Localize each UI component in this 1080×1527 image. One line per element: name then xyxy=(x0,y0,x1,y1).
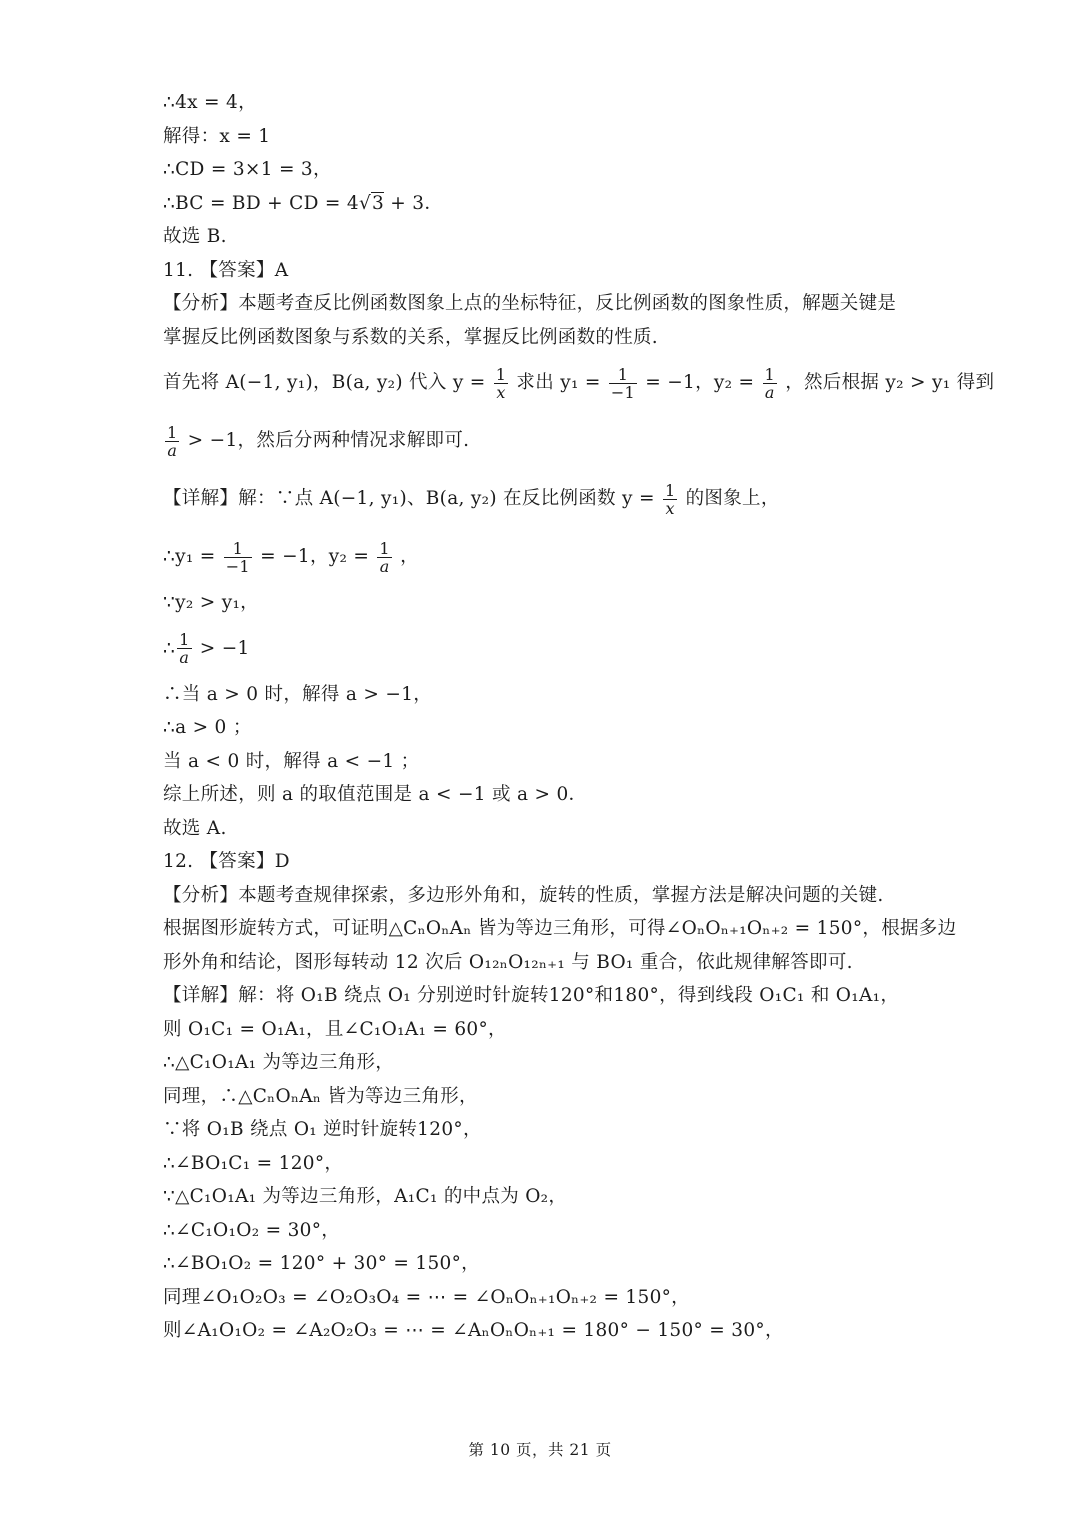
fraction-numerator: 1 xyxy=(764,364,775,384)
text-span: ，然后根据 y₂ > y₁ 得到 xyxy=(785,372,995,393)
fraction-numerator: 1 xyxy=(179,630,190,649)
question-11-answer: 11. 【答案】A xyxy=(163,259,289,281)
analysis-line: 根据图形旋转方式，可证明△CₙOₙAₙ 皆为等边三角形，可得∠OₙOₙ₊₁Oₙ₊₂ = 150°，根据多边 xyxy=(163,918,957,939)
text-line: ∴CD = 3×1 = 3， xyxy=(163,159,332,180)
text-span: > −1 xyxy=(199,637,250,659)
detail-line: ∴∠BO₁C₁ = 120°， xyxy=(163,1152,344,1174)
detail-line: 同理，∴△CₙOₙAₙ 皆为等边三角形， xyxy=(163,1085,478,1107)
detail-line: ∵y₂ > y₁， xyxy=(163,592,259,613)
fraction-numerator: 1 xyxy=(224,540,252,558)
fraction xyxy=(609,366,637,401)
text-span: ∴ xyxy=(163,637,176,659)
fraction-denominator: −1 xyxy=(225,556,250,576)
text-span: + 3． xyxy=(384,192,444,214)
fraction xyxy=(377,540,391,575)
text-span: = −1，y₂ = xyxy=(645,372,755,393)
detail-line: ∵△C₁O₁A₁ 为等边三角形，A₁C₁ 的中点为 O₂， xyxy=(163,1186,568,1207)
fraction-denominator: −1 xyxy=(610,382,636,402)
text-span: 【详解】解：∵点 A(−1, y₁)、B(a, y₂) 在反比例函数 y = xyxy=(163,488,655,509)
fraction-denominator: x xyxy=(665,498,675,518)
sqrt-symbol: √ xyxy=(358,192,372,214)
fraction xyxy=(763,366,777,401)
text-span: > −1，然后分两种情况求解即可. xyxy=(187,430,470,451)
fraction-numerator: 1 xyxy=(379,538,390,558)
analysis-line: 【分析】本题考查反比例函数图象上点的坐标特征，反比例函数的图象性质，解题关键是 xyxy=(163,293,897,314)
fraction-numerator: 1 xyxy=(664,480,676,500)
fraction-denominator: a xyxy=(167,440,178,460)
detail-line xyxy=(163,470,923,528)
sqrt-radicand: 3 xyxy=(372,192,385,214)
text-span: ， xyxy=(400,546,419,567)
text-span: ∴BC = BD + CD = 4 xyxy=(163,192,359,214)
page-number-footer: 第 10 页，共 21 页 xyxy=(468,1441,612,1459)
question-12-answer: 12. 【答案】D xyxy=(163,851,290,872)
analysis-line xyxy=(163,412,923,470)
fraction xyxy=(165,424,179,459)
detail-line: ∴a > 0 ； xyxy=(163,717,252,738)
text-line: 解得：x = 1 xyxy=(163,125,271,147)
text-span: 首先将 A(−1, y₁)，B(a, y₂) 代入 y = xyxy=(163,372,486,393)
detail-line xyxy=(163,620,923,678)
text-span: ∴y₁ = xyxy=(163,546,216,567)
detail-line: 当 a < 0 时，解得 a < −1 ； xyxy=(163,750,420,772)
detail-line: ∴△C₁O₁A₁ 为等边三角形， xyxy=(163,1052,395,1073)
detail-line xyxy=(163,528,923,586)
fraction xyxy=(494,366,508,401)
text-line xyxy=(163,187,923,221)
fraction-numerator: 1 xyxy=(167,422,178,442)
text-span: 的图象上， xyxy=(685,488,780,509)
fraction-denominator: a xyxy=(379,556,390,576)
fraction-denominator: x xyxy=(496,382,506,402)
analysis-line: 形外角和结论，图形每转动 12 次后 O₁₂ₙO₁₂ₙ₊₁ 与 BO₁ 重合，依此规律解答即可. xyxy=(163,951,853,973)
text-line: ∴4x = 4， xyxy=(163,92,257,113)
fraction-denominator: a xyxy=(764,382,775,402)
detail-line: 故选 A. xyxy=(163,817,227,839)
solution-text xyxy=(163,86,995,1348)
fraction xyxy=(224,540,252,575)
text-span: = −1，y₂ = xyxy=(260,546,370,567)
text-line: 故选 B. xyxy=(163,226,227,247)
fraction xyxy=(663,482,677,517)
detail-line: ∴∠BO₁O₂ = 120° + 30° = 150°， xyxy=(163,1253,480,1274)
detail-line: 则 O₁C₁ = O₁A₁，且∠C₁O₁A₁ = 60°， xyxy=(163,1018,507,1040)
fraction xyxy=(177,631,191,666)
text-span: 求出 y₁ = xyxy=(516,372,601,393)
detail-line: ∴当 a > 0 时，解得 a > −1， xyxy=(163,683,433,705)
fraction-numerator: 1 xyxy=(609,366,637,384)
detail-line: 同理∠O₁O₂O₃ = ∠O₂O₃O₄ = ⋯ = ∠OₙOₙ₊₁Oₙ₊₂ = 150°， xyxy=(163,1286,690,1308)
detail-line: 综上所述，则 a 的取值范围是 a < −1 或 a > 0． xyxy=(163,784,588,805)
detail-line: ∴∠C₁O₁O₂ = 30°， xyxy=(163,1219,341,1241)
fraction-denominator: a xyxy=(179,648,190,667)
analysis-line: 【分析】本题考查规律探索，多边形外角和，旋转的性质，掌握方法是解决问题的关键. xyxy=(163,884,884,906)
detail-line: ∵将 O₁B 绕点 O₁ 逆时针旋转120°， xyxy=(163,1119,482,1140)
detail-line: 则∠A₁O₁O₂ = ∠A₂O₂O₃ = ⋯ = ∠AₙOₙOₙ₊₁ = 180° − 150° = 30°， xyxy=(163,1320,784,1341)
detail-line: 【详解】解：将 O₁B 绕点 O₁ 分别逆时针旋转120°和180°，得到线段 O₁C₁ 和 O₁A₁， xyxy=(163,985,900,1006)
fraction-numerator: 1 xyxy=(495,364,507,384)
analysis-line: 掌握反比例函数图象与系数的关系，掌握反比例函数的性质. xyxy=(163,326,658,348)
analysis-line xyxy=(163,354,995,412)
